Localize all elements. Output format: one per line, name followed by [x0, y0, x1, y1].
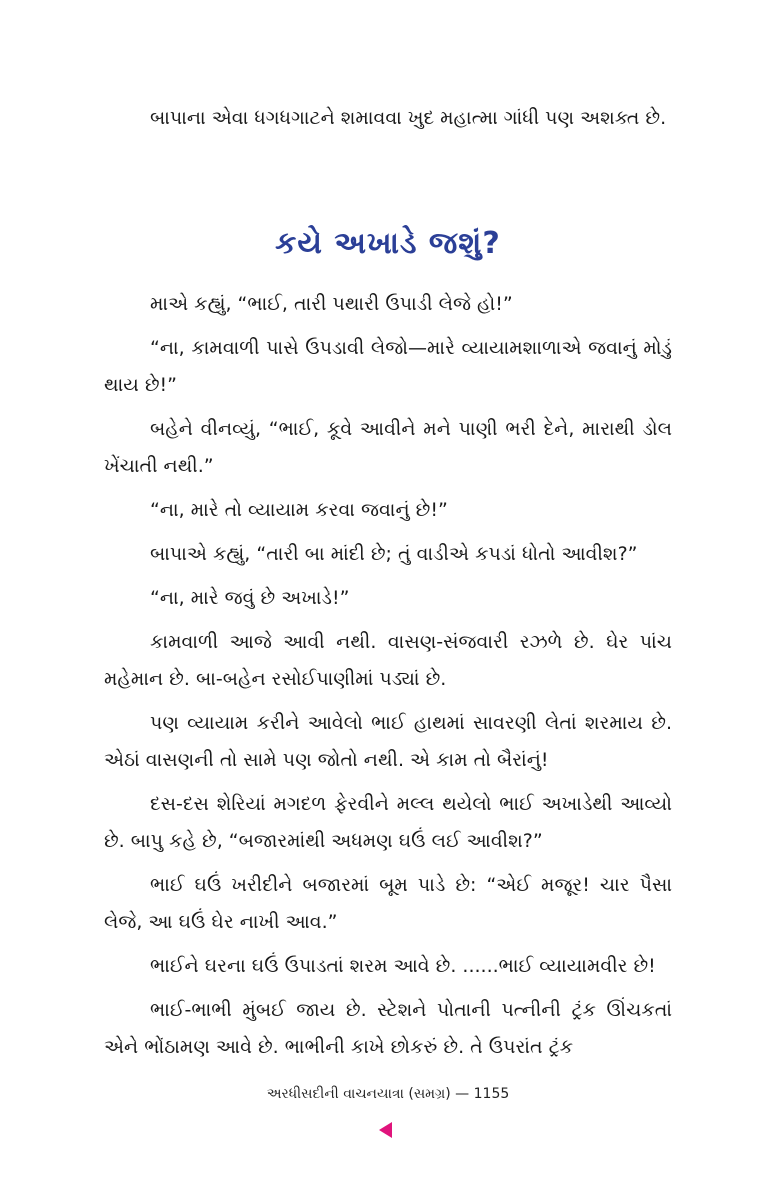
section-title: કયે અખાડે જશું? — [275, 226, 501, 261]
paragraph: ભાઈ ઘઉં ખરીદીને બજારમાં બૂમ પાડે છે: “એઈ મજૂર! ચાર પૈસા લેજે, આ ઘઉં ઘેર નાખી આવ.” — [104, 874, 672, 933]
paragraph: બહેને વીનવ્યું, “ભાઈ, કૂવે આવીને મને પાણી ભરી દેને, મારાથી ડોલ ખેંચાતી નથી.” — [104, 418, 672, 477]
paragraph: કામવાળી આજે આવી નથી. વાસણ-સંજવારી રઝળે છે. ઘેર પાંચ મહેમાન છે. બા-બહેન રસોઈપાણીમાં પડ્યાં છે. — [104, 631, 672, 690]
page-footer: અરધીસદીની વાચનયાત્રા (સમગ્ર) — 1155 — [266, 1086, 510, 1102]
paragraph: “ના, કામવાળી પાસે ઉપડાવી લેજો—મારે વ્યાયામશાળાએ જવાનું મોડું થાય છે!” — [104, 337, 672, 396]
paragraph: ભાઈને ઘરના ઘઉં ઉપાડતાં શરમ આવે છે. ......ભાઈ વ્યાયામવીર છે! — [150, 955, 656, 977]
paragraph: દસ-દસ શેરિયાં મગદળ ફેરવીને મલ્લ થયેલો ભાઈ અખાડેથી આવ્યો છે. બાપુ કહે છે, “બજારમાંથી અધમણ ઘઉં લઈ આવીશ?” — [104, 793, 672, 852]
paragraph: માએ કહ્યું, “ભાઈ, તારી પથારી ઉપાડી લેજે હો!” — [150, 293, 513, 315]
previous-page-arrow-icon[interactable] — [379, 1122, 392, 1138]
intro-block — [104, 100, 672, 137]
paragraph: પણ વ્યાયામ કરીને આવેલો ભાઈ હાથમાં સાવરણી લેતાં શરમાય છે. એઠાં વાસણની તો સામે પણ જોતો નથી. એ કામ તો બૈરાંનું! — [104, 712, 672, 771]
paragraph: બાપાએ કહ્યું, “તારી બા માંદી છે; તું વાડીએ કપડાં ધોતો આવીશ?” — [150, 543, 638, 565]
section-body — [104, 286, 672, 1073]
intro-paragraph: બાપાના એવા ધગધગાટને શમાવવા ખુદ મહાત્મા ગાંધી પણ અશક્ત છે. — [150, 107, 667, 129]
paragraph: ભાઈ-ભાભી મુંબઈ જાય છે. સ્ટેશને પોતાની પત્નીની ટ્રંક ઊંચકતાં એને ભોંઠામણ આવે છે. ભાભીની કાખે છોકરું છે. તે ઉપરાંત ટ્રંક — [104, 999, 672, 1058]
paragraph: “ના, મારે જવું છે અખાડે!” — [150, 587, 350, 609]
paragraph: “ના, મારે તો વ્યાયામ કરવા જવાનું છે!” — [150, 499, 448, 521]
